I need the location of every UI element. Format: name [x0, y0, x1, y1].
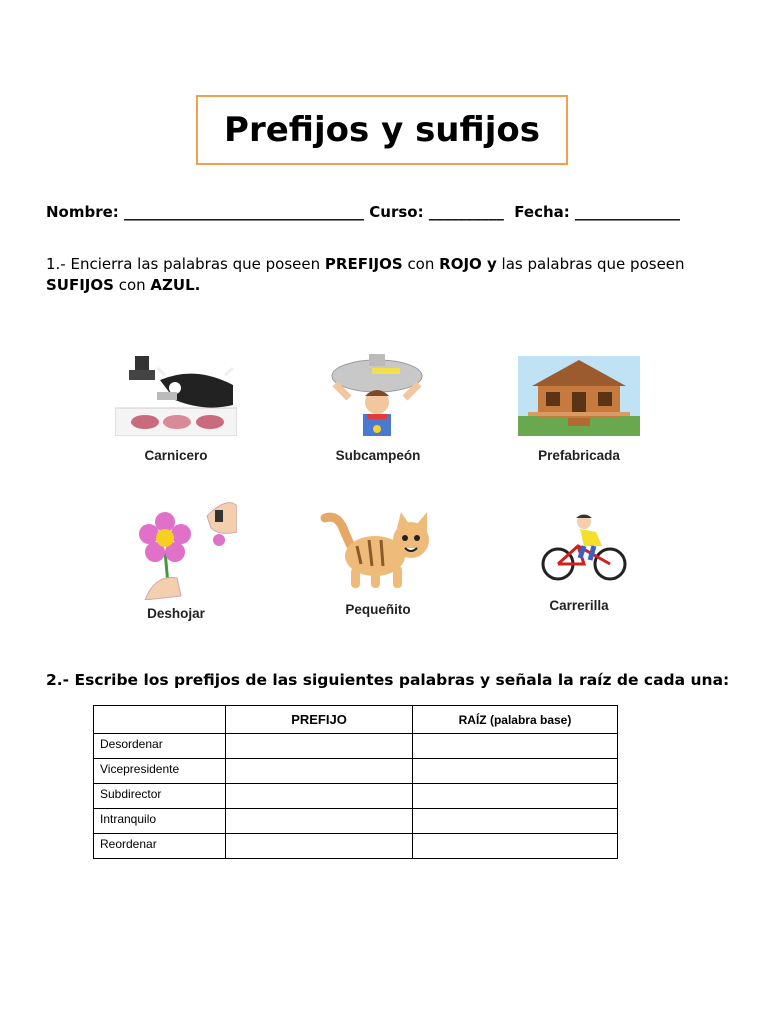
table-row [94, 809, 618, 834]
picture-label: Prefabricada [538, 448, 620, 463]
picture-carrerilla [504, 514, 654, 613]
table-header-empty [94, 706, 226, 734]
table-cell-prefijo[interactable] [226, 809, 413, 834]
trophy-runner-up-icon [317, 350, 439, 436]
table-cell-prefijo[interactable] [226, 734, 413, 759]
picture-subcampeon [303, 350, 453, 463]
cyclist-icon [518, 514, 640, 584]
table-cell-raiz[interactable] [413, 809, 618, 834]
curso-blank[interactable]: __________ [428, 203, 504, 221]
table-row [94, 784, 618, 809]
picture-deshojar [101, 496, 251, 621]
fecha-label: Fecha: [514, 203, 570, 221]
title-box [196, 95, 568, 165]
picture-label: Pequeñito [345, 602, 411, 617]
table-cell-raiz[interactable] [413, 784, 618, 809]
table-cell-word: Vicepresidente [94, 759, 226, 784]
nombre-label: Nombre: [46, 203, 119, 221]
table-cell-raiz[interactable] [413, 834, 618, 859]
table-cell-word: Intranquilo [94, 809, 226, 834]
picture-carnicero [101, 350, 251, 463]
table-cell-word: Reordenar [94, 834, 226, 859]
table-cell-prefijo[interactable] [226, 784, 413, 809]
wooden-house-icon [518, 350, 640, 436]
fecha-blank[interactable]: ______________ [575, 203, 681, 221]
prefix-table [93, 705, 618, 859]
picture-label: Carrerilla [549, 598, 609, 613]
curso-label: Curso: [369, 203, 424, 221]
picture-label: Deshojar [147, 606, 205, 621]
table-header-row [94, 706, 618, 734]
table-cell-raiz[interactable] [413, 734, 618, 759]
table-cell-raiz[interactable] [413, 759, 618, 784]
butcher-icon [115, 350, 237, 436]
table-header-raiz: RAÍZ (palabra base) [413, 706, 618, 734]
table-header-prefijo: PREFIJO [226, 706, 413, 734]
table-row [94, 834, 618, 859]
picture-prefabricada [504, 350, 654, 463]
page-title: Prefijos y sufijos [224, 110, 540, 150]
kitten-icon [317, 506, 439, 594]
question-2: 2.- Escribe los prefijos de las siguientes palabras y señala la raíz de cada una: [46, 671, 730, 689]
question-1: 1.- Encierra las palabras que poseen PREFIJOS con ROJO y las palabras que poseen SUFIJOS con AZUL. [46, 255, 685, 294]
table-row [94, 734, 618, 759]
picture-label: Carnicero [144, 448, 208, 463]
picture-label: Subcampeón [335, 448, 421, 463]
nombre-blank[interactable]: ________________________________ [124, 203, 365, 221]
table-cell-prefijo[interactable] [226, 834, 413, 859]
table-cell-word: Desordenar [94, 734, 226, 759]
picture-pequenito [303, 506, 453, 617]
table-cell-prefijo[interactable] [226, 759, 413, 784]
flower-petals-icon [115, 496, 237, 600]
student-info-line [46, 203, 680, 221]
table-row [94, 759, 618, 784]
table-cell-word: Subdirector [94, 784, 226, 809]
